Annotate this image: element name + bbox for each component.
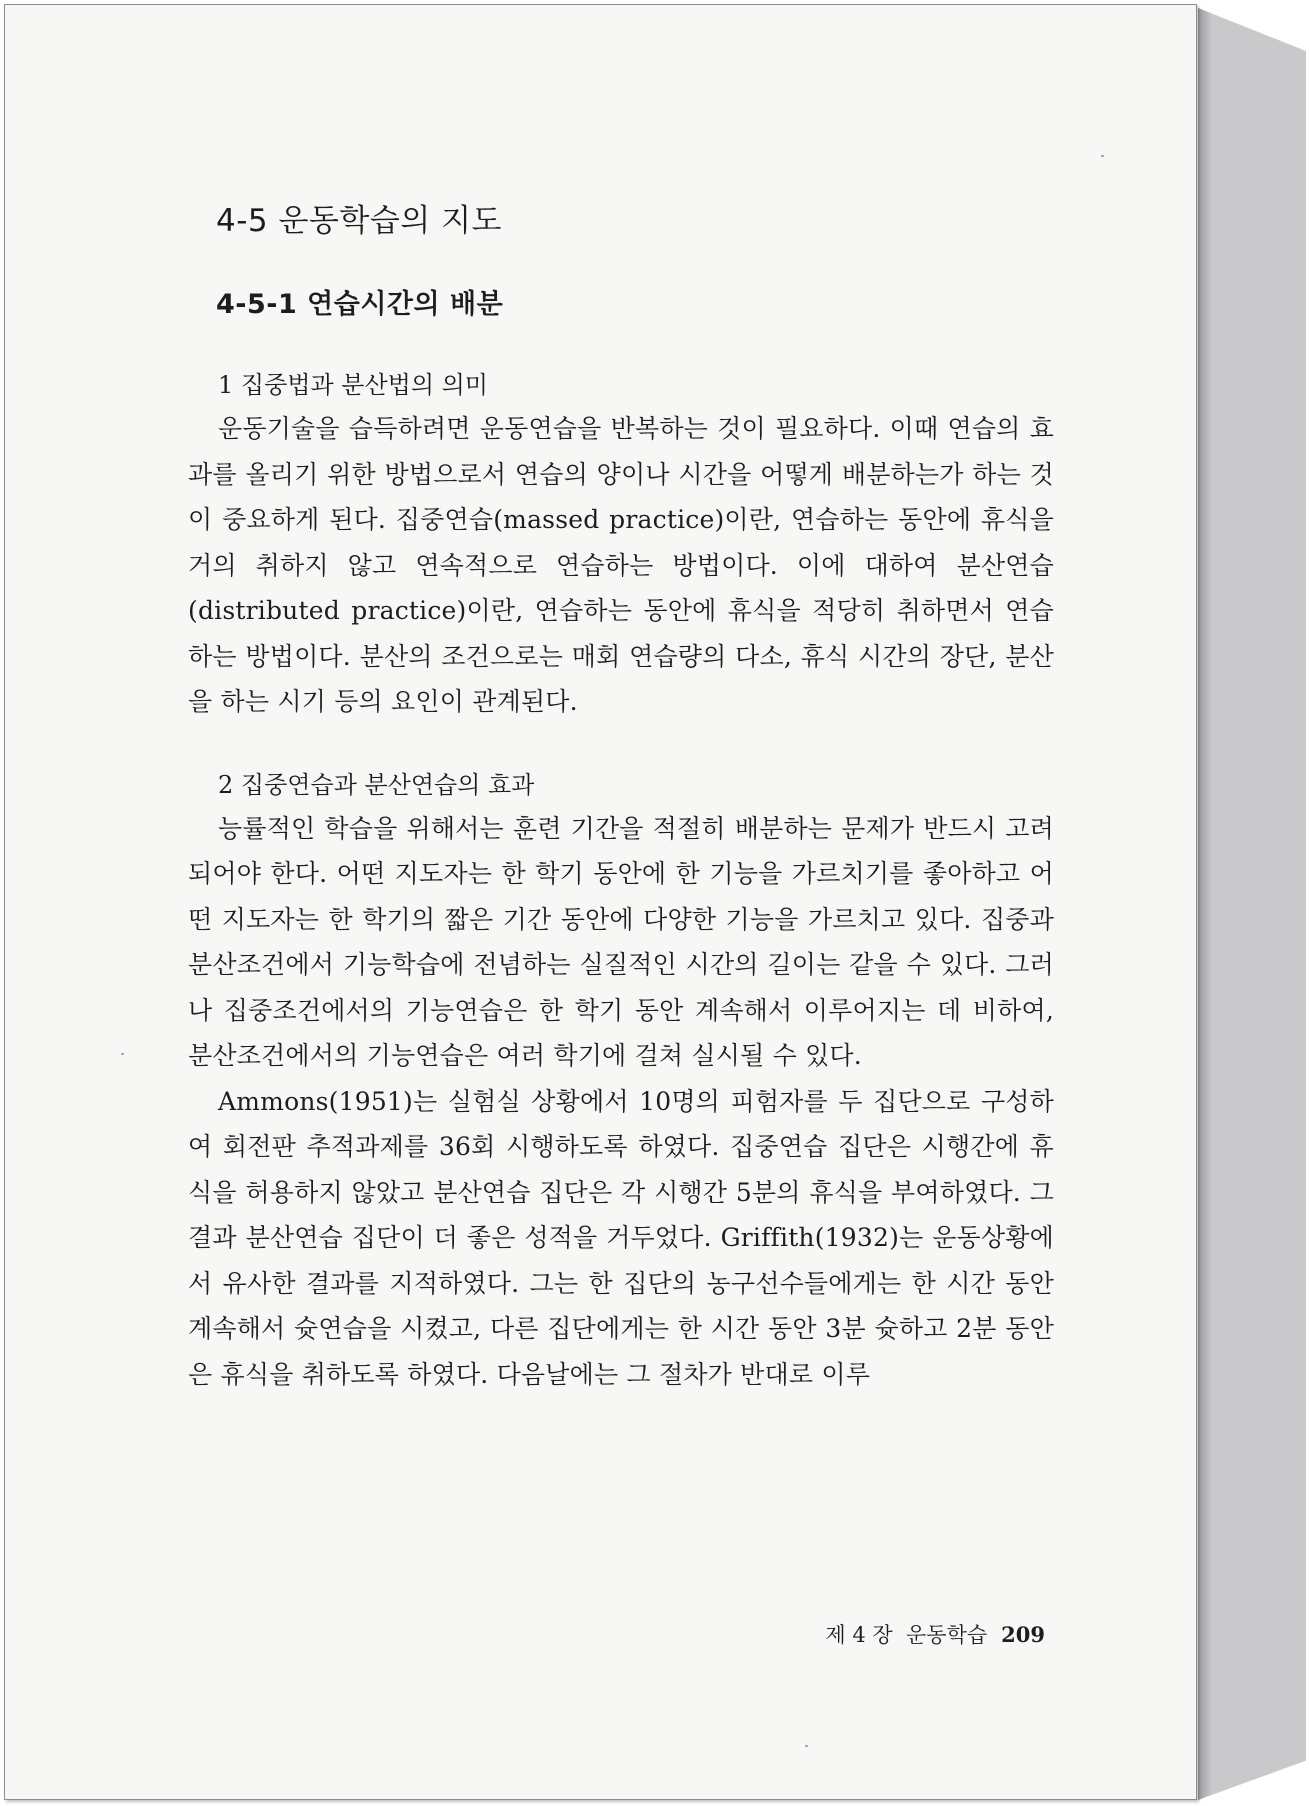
page-footer xyxy=(785,1619,1045,1649)
page-content xyxy=(188,195,1054,1397)
scan-speck xyxy=(1101,155,1104,157)
running-footer-chapter: 제 4 장 운동학습 xyxy=(825,1623,988,1647)
scan-speck xyxy=(805,1745,808,1747)
paragraph-heading: 1 집중법과 분산법의 의미 xyxy=(218,371,488,399)
body-paragraph: 능률적인 학습을 위해서는 훈련 기간을 적절히 배분하는 문제가 반드시 고려되어야 한다. 어떤 지도자는 한 학기 동안에 한 기능을 가르치기를 좋아하고 어떤 지도자는 한 학기의 짧은 기간 동안에 다양한 기능을 가르치고 있다. 집중과 분산조건에서 기능학습에 전념하는 실질적인 시간의 길이는 같을 수 있다. 그러나 집중조건에서의 기능연습은 한 학기 동안 계속해서 이루어지는 데 비하여, 분산조건에서의 기능연습은 여러 학기에 걸쳐 실시될 수 있다. xyxy=(188,813,1054,1070)
subsection-title: 4-5-1 연습시간의 배분 xyxy=(216,289,504,320)
page-number: 209 xyxy=(1001,1622,1045,1647)
section-title: 4-5 운동학습의 지도 xyxy=(216,203,502,239)
body-paragraph: Ammons(1951)는 실험실 상황에서 10명의 피험자를 두 집단으로 구성하여 회전판 추적과제를 36회 시행하도록 하였다. 집중연습 집단은 시행간에 휴식을 허용하지 않았고 분산연습 집단은 각 시행간 5분의 휴식을 부여하였다. 그 결과 분산연습 집단이 더 좋은 성적을 거두었다. Griffith(1932)는 운동상황에서 유사한 결과를 지적하였다. 그는 한 집단의 농구선수들에게는 한 시간 동안 계속해서 슛연습을 시켰고, 다른 집단에게는 한 시간 동안 3분 슛하고 2분 동안은 휴식을 취하도록 하였다. 다음날에는 그 절차가 반대로 이루 xyxy=(188,1086,1054,1389)
book-page-edge-shadow xyxy=(1198,8,1212,1800)
scan-speck xyxy=(121,1053,124,1055)
paragraph-heading: 2 집중연습과 분산연습의 효과 xyxy=(218,770,535,799)
body-paragraph: 운동기술을 습득하려면 운동연습을 반복하는 것이 필요하다. 이때 연습의 효과를 올리기 위한 방법으로서 연습의 양이나 시간을 어떻게 배분하는가 하는 것이 중요하게 된다. 집중연습(massed practice)이란, 연습하는 동안에 휴식을 거의 취하지 않고 연속적으로 연습하는 방법이다. 이에 대하여 분산연습(distributed practice)이란, 연습하는 동안에 휴식을 적당히 취하면서 연습하는 방법이다. 분산의 조건으로는 매회 연습량의 다소, 휴식 시간의 장단, 분산을 하는 시기 등의 요인이 관계된다. xyxy=(188,414,1054,716)
paragraph-gap xyxy=(188,725,1054,765)
book-page-edge xyxy=(1198,8,1306,1800)
book-page xyxy=(4,4,1197,1800)
